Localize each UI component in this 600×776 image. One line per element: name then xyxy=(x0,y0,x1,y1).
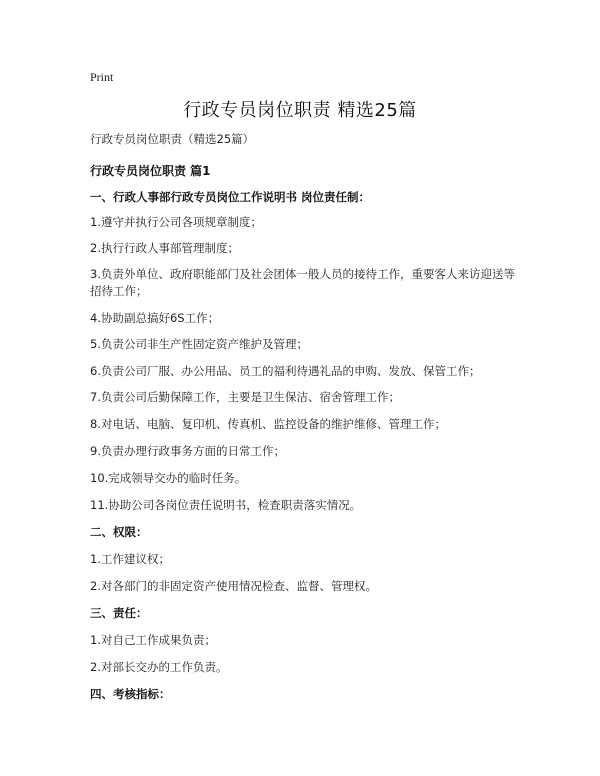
list-item: 5.负责公司非生产性固定资产维护及管理； xyxy=(90,337,308,351)
list-item: 2.对各部门的非固定资产使用情况检查、监督、管理权。 xyxy=(90,579,377,593)
list-item: 3.负责外单位、政府职能部门及社会团体一般人员的接待工作，重要客人来访迎送等招待工作； xyxy=(90,267,515,298)
print-link[interactable]: Print xyxy=(90,70,114,84)
list-item: 9.负责办理行政事务方面的日常工作； xyxy=(90,444,285,458)
list-item: 2.执行行政人事部管理制度； xyxy=(90,241,239,255)
document-subtitle: 行政专员岗位职责（精选25篇） xyxy=(90,132,255,146)
section-heading-responsibilities: 一、行政人事部行政专员岗位工作说明书 岗位责任制： xyxy=(90,190,371,204)
list-item: 8.对电话、电脑、复印机、传真机、监控设备的维护维修、管理工作； xyxy=(90,417,446,431)
list-item: 4.协助副总搞好6S工作； xyxy=(90,311,220,325)
section-heading-accountability: 三、责任： xyxy=(90,606,148,620)
list-item: 1.工作建议权； xyxy=(90,552,170,566)
list-item: 6.负责公司厂服、办公用品、员工的福利待遇礼品的申购、发放、保管工作； xyxy=(90,364,481,378)
document-title: 行政专员岗位职责 精选25篇 xyxy=(183,100,417,121)
list-item: 1.对自己工作成果负责； xyxy=(90,633,216,647)
article-heading: 行政专员岗位职责 篇1 xyxy=(90,164,211,178)
list-item: 1.遵守并执行公司各项规章制度； xyxy=(90,215,262,229)
list-item: 10.完成领导交办的临时任务。 xyxy=(90,471,247,485)
list-item: 7.负责公司后勤保障工作，主要是卫生保洁、宿舍管理工作； xyxy=(90,390,400,404)
section-heading-kpi: 四、考核指标： xyxy=(90,687,171,701)
list-item: 2.对部长交办的工作负责。 xyxy=(90,660,228,674)
list-item: 11.协助公司各岗位责任说明书，检查职责落实情况。 xyxy=(90,498,362,512)
section-heading-authority: 二、权限： xyxy=(90,525,148,539)
